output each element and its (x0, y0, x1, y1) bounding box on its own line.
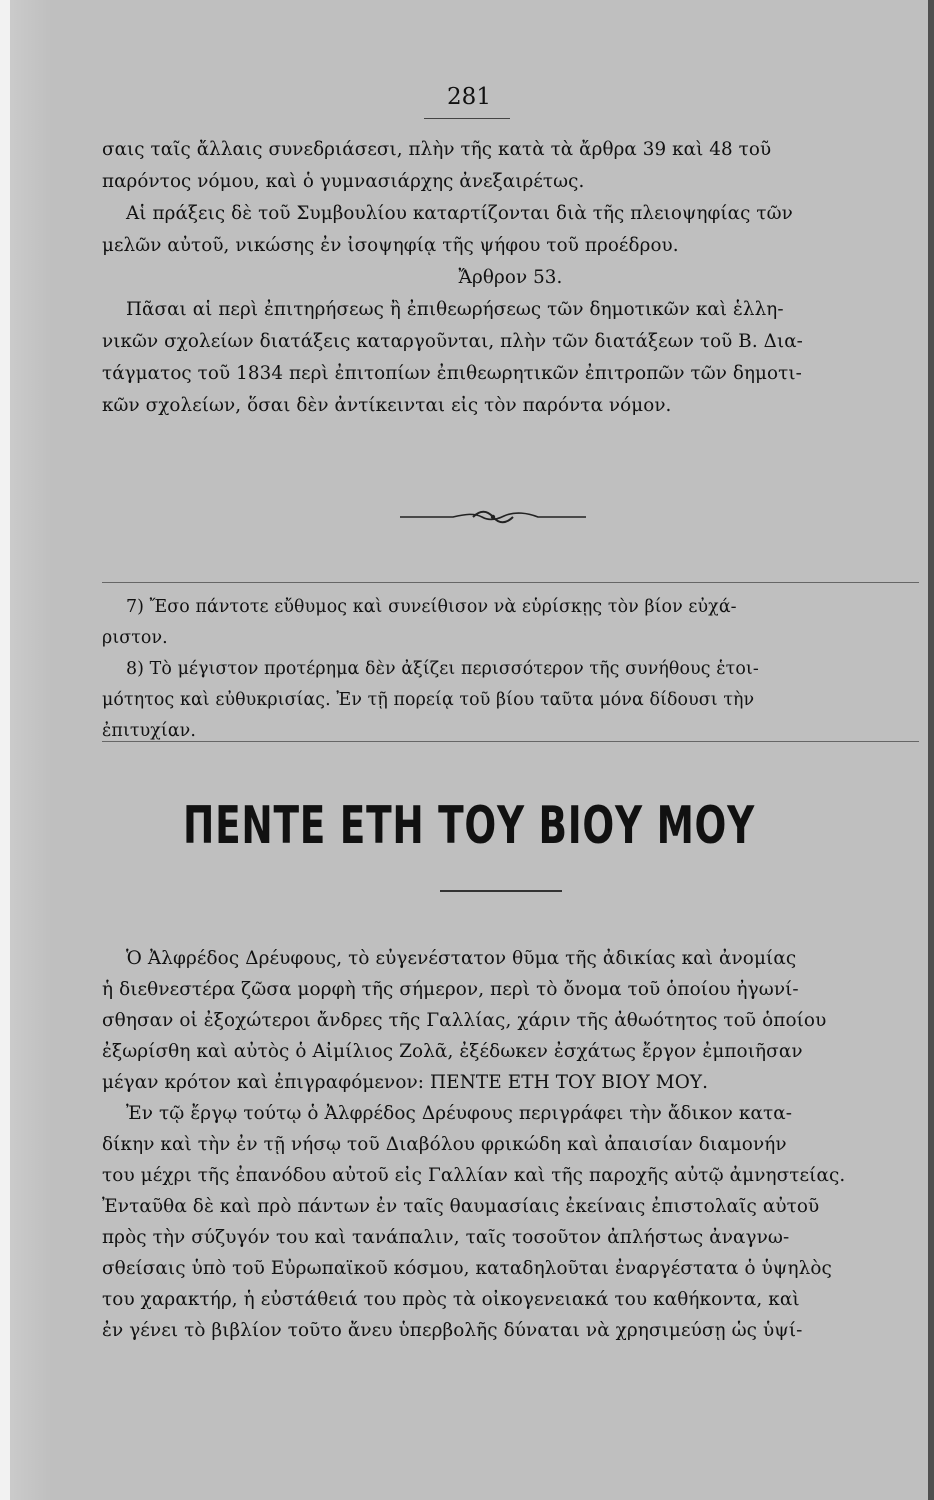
note-line: 7) Ἔσο πάντοτε εὔθυμος καὶ συνείθισον νὰ εὑρίσκῃς τὸν βίον εὐχά- (126, 597, 737, 617)
law-line: σαις ταῖς ἄλλαις συνεδριάσεσι, πλὴν τῆς κατὰ τὰ ἄρθρα 39 καὶ 48 τοῦ (102, 139, 772, 160)
notes-top-rule (102, 582, 919, 583)
note-line: ριστον. (102, 628, 168, 648)
body-line: σθείσαις ὑπὸ τοῦ Εὐρωπαϊκοῦ κόσμου, καταδηλοῦται ἐναργέστατα ὁ ὑψηλὸς (102, 1258, 832, 1279)
body-line: Ἐν τῷ ἔργῳ τούτῳ ὁ Ἀλφρέδος Δρέυφους περιγράφει τὴν ἄδικον κατα- (126, 1103, 793, 1124)
body-line: Ὁ Ἀλφρέδος Δρέυφους, τὸ εὐγενέστατον θῦμα τῆς ἀδικίας καὶ ἀνομίας (126, 948, 797, 969)
body-line: Ἐνταῦθα δὲ καὶ πρὸ πάντων ἐν ταῖς θαυμασίαις ἐκείναις ἐπιστολαῖς αὐτοῦ (102, 1196, 820, 1217)
notes-bottom-rule (102, 741, 919, 742)
body-line: πρὸς τὴν σύζυγόν του καὶ τανάπαλιν, ταῖς τοσοῦτον ἀπλήστως ἀναγνω- (102, 1227, 790, 1248)
body-line: σθησαν οἱ ἐξοχώτεροι ἄνδρες τῆς Γαλλίας, χάριν τῆς ἀθωότητος τοῦ ὁποίου (102, 1010, 827, 1031)
body-line: μέγαν κρότον καὶ ἐπιγραφόμενον: ΠΕΝΤΕ ΕΤΗ ΤΟΥ ΒΙΟΥ ΜΟΥ. (102, 1072, 709, 1093)
law-line: παρόντος νόμου, καὶ ὁ γυμνασιάρχης ἀνεξαιρέτως. (102, 171, 585, 192)
body-line: ἐν γένει τὸ βιβλίον τοῦτο ἄνευ ὑπερβολῆς δύναται νὰ χρησιμεύσῃ ὡς ὑψί- (102, 1320, 803, 1341)
body-line: του χαρακτήρ, ἡ εὐστάθειά του πρὸς τὰ οἰκογενειακά του καθήκοντα, καὶ (102, 1289, 800, 1310)
body-line: ἡ διεθνεστέρα ζῶσα μορφὴ τῆς σήμερον, περὶ τὸ ὄνομα τοῦ ὁποίου ἠγωνί- (102, 979, 799, 1000)
note-line: ἐπιτυχίαν. (102, 721, 196, 741)
law-text-block (102, 139, 919, 427)
law-line: Πᾶσαι αἱ περὶ ἐπιτηρήσεως ἢ ἐπιθεωρήσεως τῶν δημοτικῶν καὶ ἑλλη- (126, 299, 784, 320)
ornament-divider (398, 505, 588, 529)
page-number: 281 (447, 84, 491, 110)
body-line: δίκην καὶ τὴν ἐν τῇ νήσῳ τοῦ Διαβόλου φρικώδη καὶ ἀπαισίαν διαμονήν (102, 1134, 787, 1155)
note-line: 8) Τὸ μέγιστον προτέρημα δὲν ἀξίζει περισσότερον τῆς συνήθους ἑτοι- (126, 659, 759, 679)
law-line: Αἱ πράξεις δὲ τοῦ Συμβουλίου καταρτίζονται διὰ τῆς πλειοψηφίας τῶν (126, 203, 793, 224)
article-heading: Ἄρθρον 53. (458, 267, 563, 288)
body-line: ἐξωρίσθη καὶ αὐτὸς ὁ Αἰμίλιος Ζολᾶ, ἐξέδωκεν ἐσχάτως ἔργον ἐμποιῆσαν (102, 1041, 803, 1062)
page-number-rule (424, 118, 510, 119)
note-line: μότητος καὶ εὐθυκρισίας. Ἐν τῇ πορείᾳ τοῦ βίου ταῦτα μόνα δίδουσι τὴν (102, 690, 755, 710)
section-heading: ΠΕΝΤΕ ΕΤΗ ΤΟΥ ΒΙΟΥ ΜΟΥ (183, 796, 755, 856)
notes-block (102, 597, 919, 752)
law-line: νικῶν σχολείων διατάξεις καταργοῦνται, πλὴν τῶν διατάξεων τοῦ Β. Δια- (102, 331, 803, 352)
heading-rule (440, 890, 562, 892)
body-line: του μέχρι τῆς ἐπανόδου αὐτοῦ εἰς Γαλλίαν καὶ τῆς παροχῆς αὐτῷ ἀμνηστείας. (102, 1165, 846, 1186)
body-text-block (102, 948, 919, 1351)
law-line: μελῶν αὐτοῦ, νικώσης ἐν ἰσοψηφίᾳ τῆς ψήφου τοῦ προέδρου. (102, 235, 679, 256)
law-line: κῶν σχολείων, ὅσαι δὲν ἀντίκεινται εἰς τὸν παρόντα νόμον. (102, 395, 672, 416)
law-line: τάγματος τοῦ 1834 περὶ ἐπιτοπίων ἐπιθεωρητικῶν ἐπιτροπῶν τῶν δημοτι- (102, 363, 802, 384)
